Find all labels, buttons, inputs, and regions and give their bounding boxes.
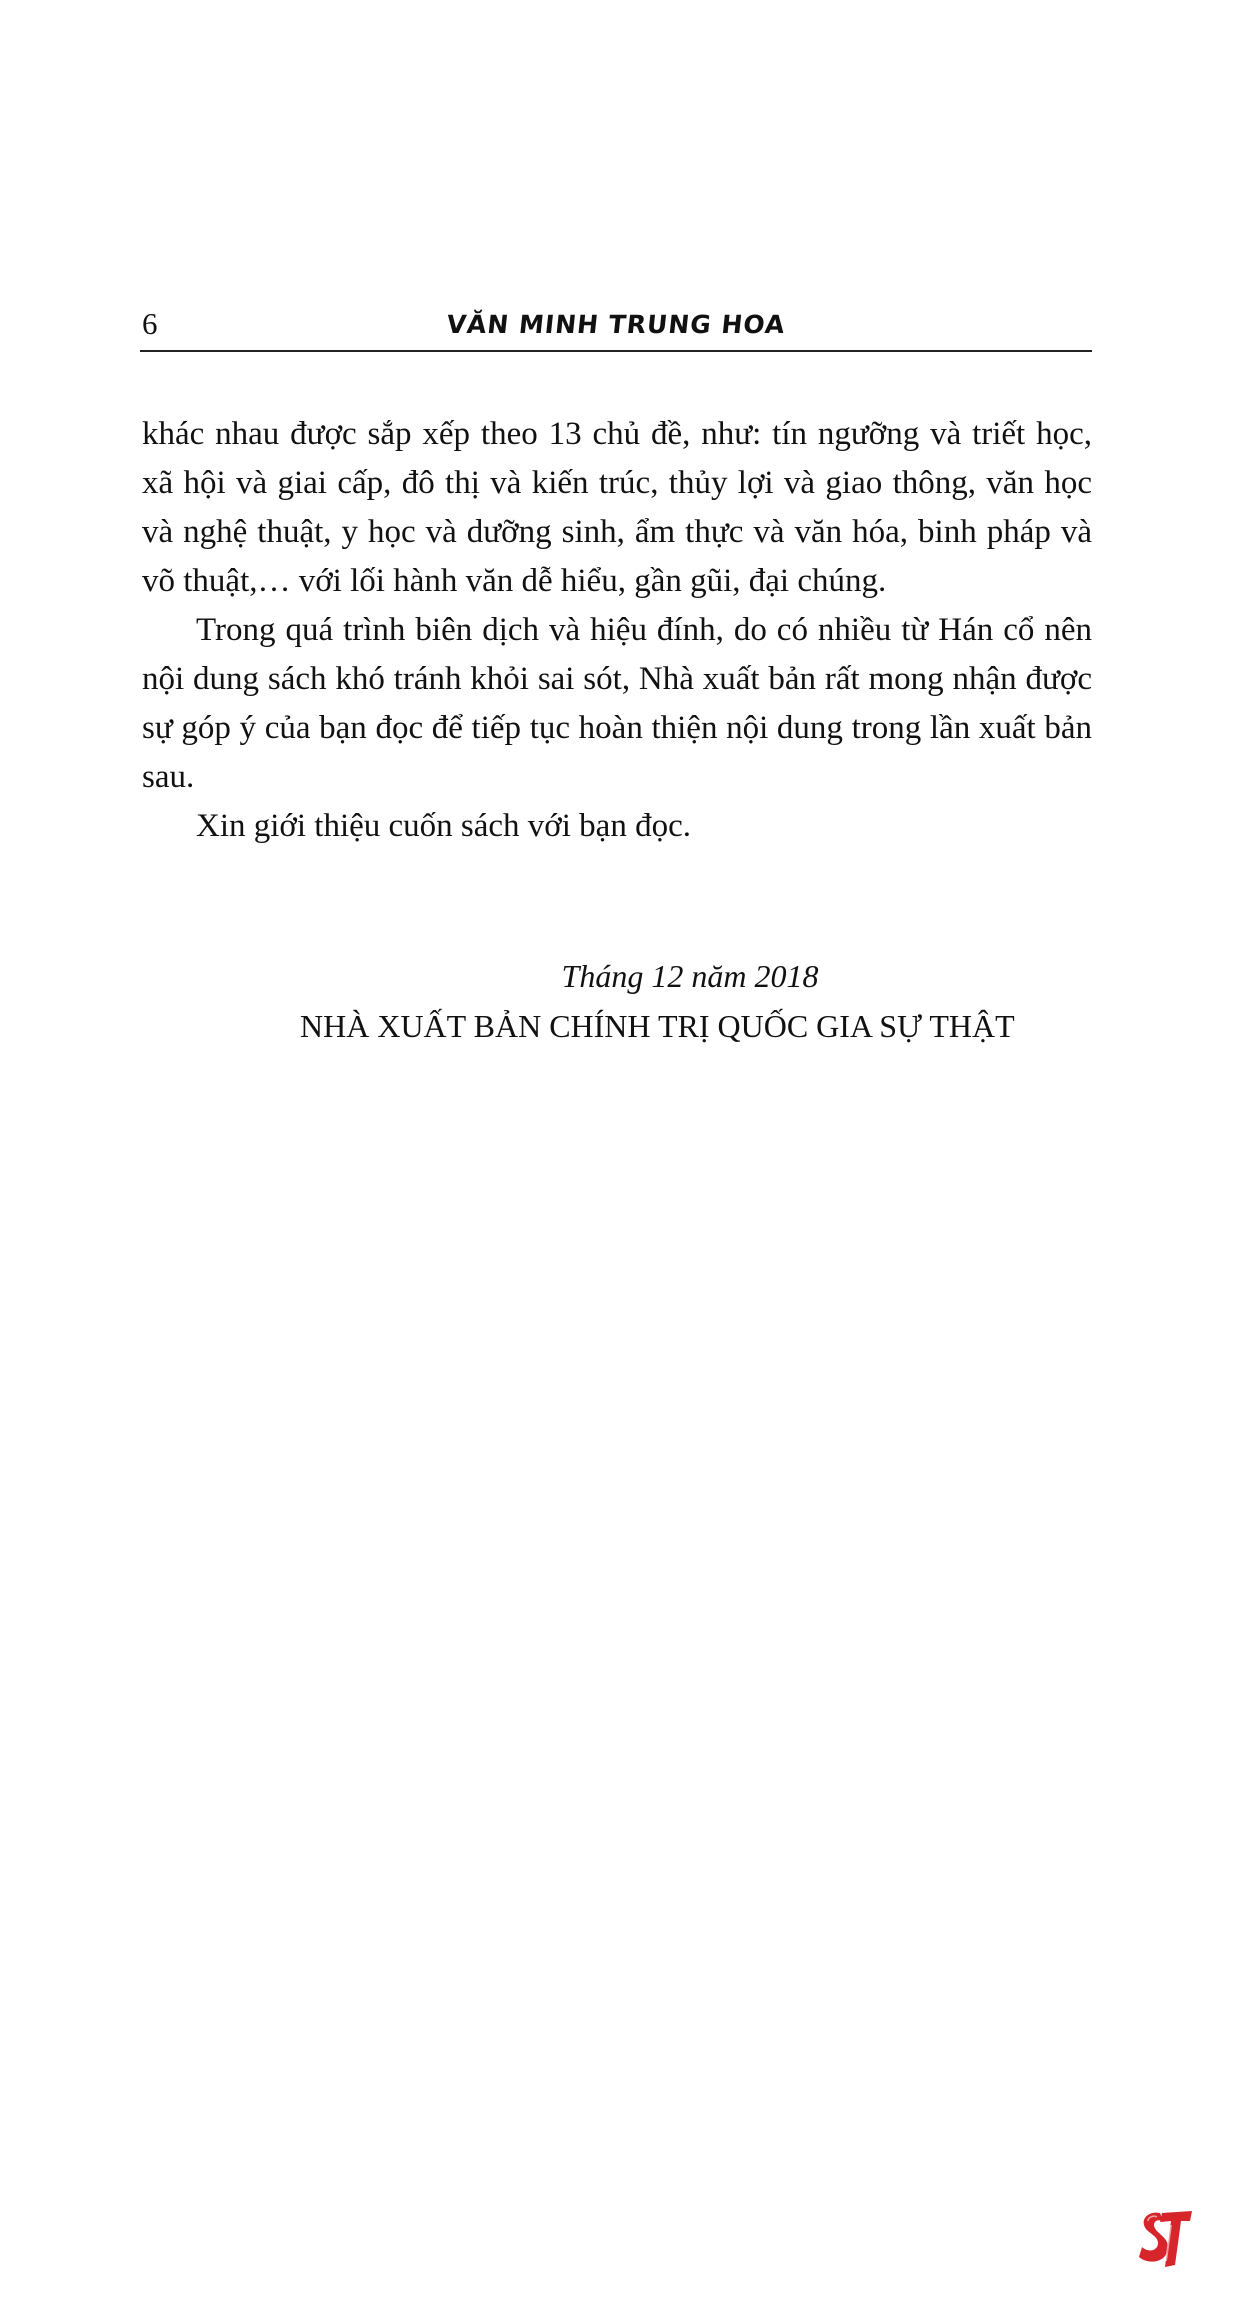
body-text: [142, 410, 1092, 851]
signature-date: Tháng 12 năm 2018: [561, 958, 819, 994]
paragraph-topics: khác nhau được sắp xếp theo 13 chủ đề, như: tín ngưỡng và triết học, xã hội và giai cấp, đô thị và kiến trúc, thủy lợi và giao thông, văn học và nghệ thuật, y học và dưỡng sinh, ẩm thực và văn hóa, binh pháp và võ thuật,… với lối hành văn dễ hiểu, gần gũi, đại chúng.: [142, 416, 1092, 599]
signature-block: [300, 953, 1070, 1049]
publisher-logo-svg: [1136, 2207, 1194, 2269]
page-number: 6: [142, 306, 158, 341]
paragraph-translation-note: Trong quá trình biên dịch và hiệu đính, do có nhiều từ Hán cổ nên nội dung sách khó tránh khỏi sai sót, Nhà xuất bản rất mong nhận được sự góp ý của bạn đọc để tiếp tục hoàn thiện nội dung trong lần xuất bản sau.: [142, 612, 1092, 795]
running-title: VĂN MINH TRUNG HOA: [445, 310, 787, 339]
publisher-logo-icon: [1136, 2207, 1194, 2269]
paragraph-introduction: Xin giới thiệu cuốn sách với bạn đọc.: [196, 808, 691, 844]
page-header: [140, 304, 1092, 352]
signature-publisher: NHÀ XUẤT BẢN CHÍNH TRỊ QUỐC GIA SỰ THẬT: [300, 1008, 1015, 1044]
